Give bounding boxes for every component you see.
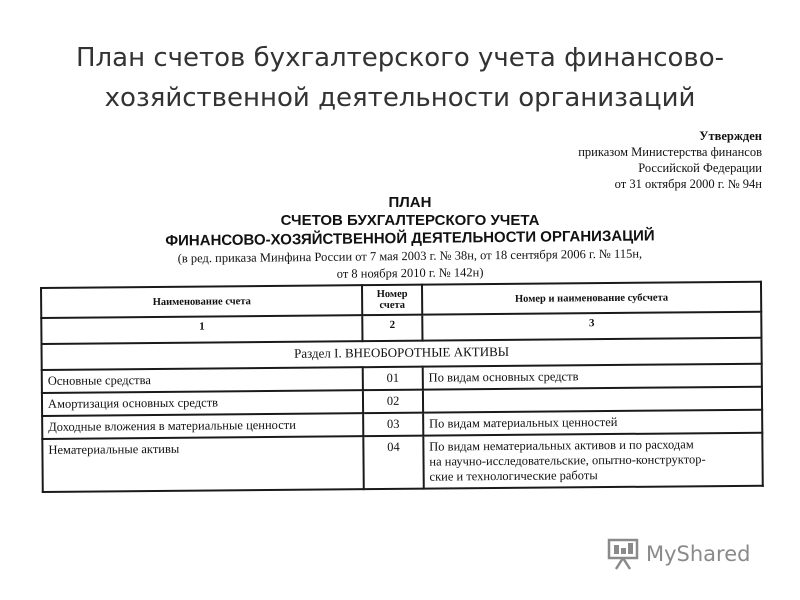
subaccount-text: По видам основных средств xyxy=(423,364,762,390)
column-number-3: 3 xyxy=(422,312,761,341)
account-code: 04 xyxy=(364,436,424,490)
watermark-text: MyShared xyxy=(646,542,751,566)
section-title: Раздел I. ВНЕОБОРОТНЫЕ АКТИВЫ xyxy=(41,338,761,370)
accounts-table xyxy=(40,281,764,493)
account-name: Основные средства xyxy=(42,367,363,393)
header-account-name: Наименование счета xyxy=(41,285,363,318)
approval-line-4: от 31 октября 2000 г. № 94н xyxy=(614,177,762,191)
column-number-1: 1 xyxy=(41,315,362,344)
approval-line-3: Российской Федерации xyxy=(638,161,762,175)
subaccount-line-1: По видам нематериальных активов и по расходам xyxy=(429,437,694,454)
approval-line-1: Утвержден xyxy=(699,129,762,143)
approval-block xyxy=(500,128,762,192)
edition-line-2: от 8 ноября 2010 г. № 142н) xyxy=(336,265,484,281)
slide-title-line-1: План счетов бухгалтерского учета финансово- xyxy=(75,43,725,73)
subaccount-text xyxy=(423,387,762,413)
account-code: 02 xyxy=(363,390,423,414)
subaccount-line-2: на научно-исследовательские, опытно-конструктор- xyxy=(429,452,706,469)
subaccount-text: По видам материальных ценностей xyxy=(423,410,762,436)
slide-title-line-2: хозяйственной деятельности организаций xyxy=(104,83,696,113)
plan-heading-line-2: СЧЕТОВ БУХГАЛТЕРСКОГО УЧЕТА xyxy=(280,212,540,229)
column-number-2: 2 xyxy=(363,315,423,342)
account-code: 01 xyxy=(363,367,423,391)
account-name: Нематериальные активы xyxy=(42,436,364,492)
plan-heading xyxy=(90,194,730,248)
myshared-watermark xyxy=(606,536,750,572)
subaccount-text xyxy=(423,433,763,489)
account-code: 03 xyxy=(363,413,423,437)
header-account-number: Номер счета xyxy=(362,285,422,316)
account-name: Доходные вложения в материальные ценности xyxy=(42,413,363,439)
header-subaccount: Номер и наименование субсчета xyxy=(422,282,761,315)
account-name: Амортизация основных средств xyxy=(42,390,363,416)
subaccount-line-3: ские и технологические работы xyxy=(429,468,598,484)
edition-line-1: (в ред. приказа Минфина России от 7 мая 2003 г. № 38н, от 18 сентября 2006 г. № 115н, xyxy=(177,246,643,266)
plan-heading-line-3: ФИНАНСОВО-ХОЗЯЙСТВЕННОЙ ДЕЯТЕЛЬНОСТИ ОРГАНИЗАЦИЙ xyxy=(165,227,655,250)
edition-note xyxy=(110,245,710,285)
table-row xyxy=(42,433,762,492)
presentation-board-icon xyxy=(606,537,640,571)
approval-line-2: приказом Министерства финансов xyxy=(578,145,762,159)
plan-heading-line-1: ПЛАН xyxy=(388,194,432,211)
